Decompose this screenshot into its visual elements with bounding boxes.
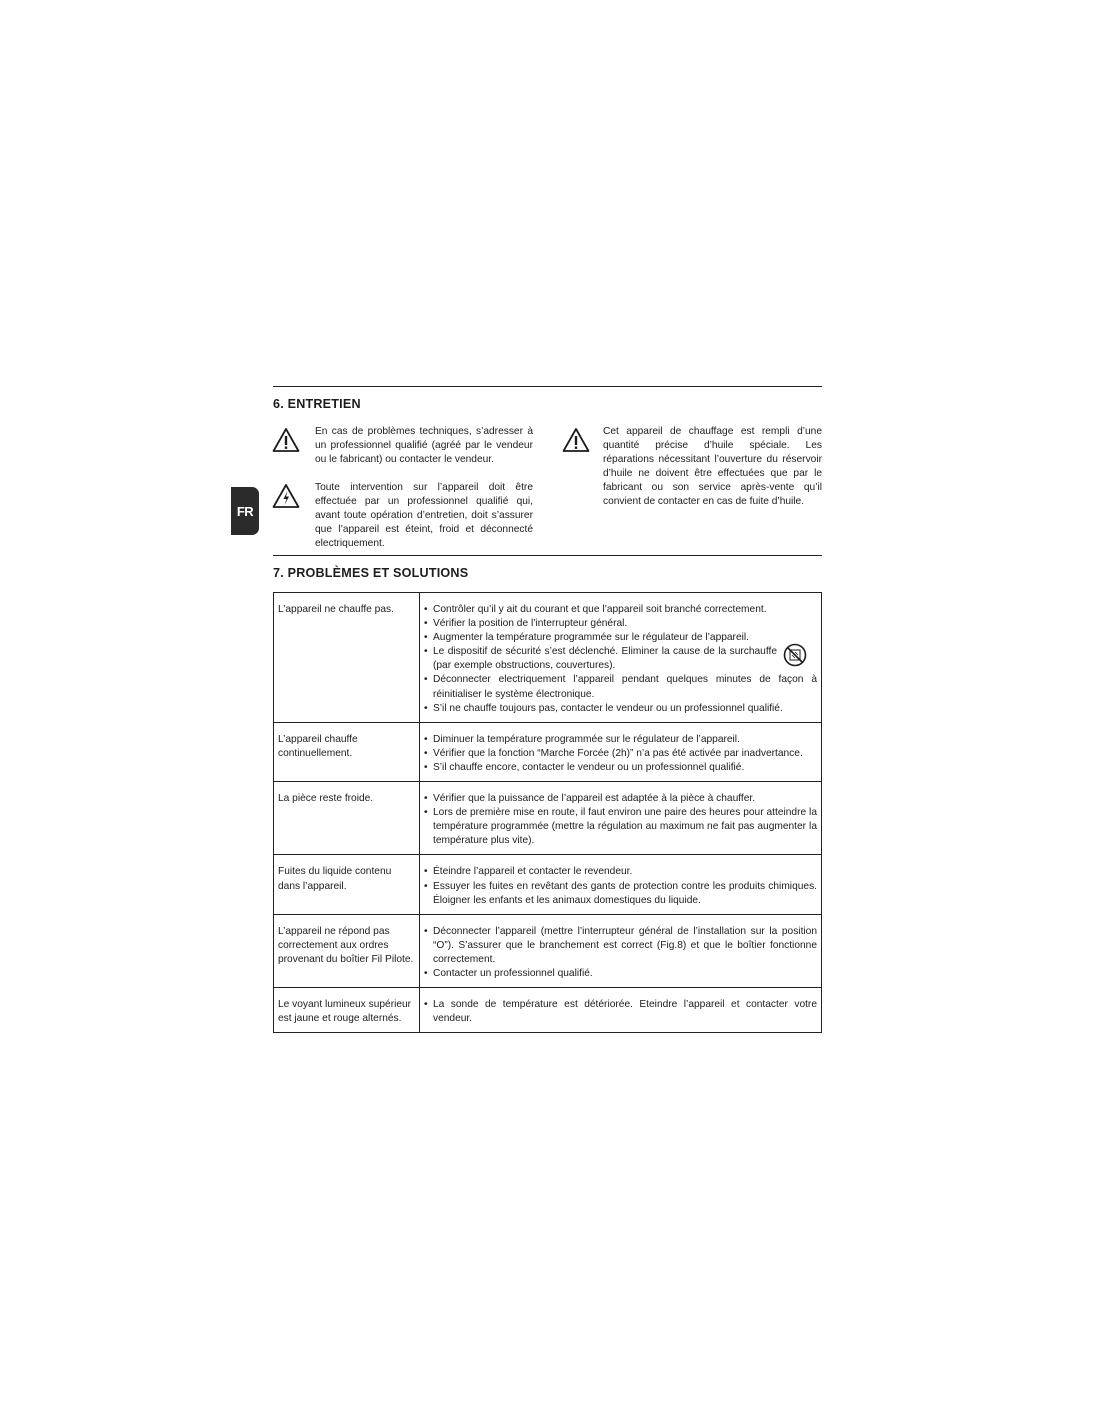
table-row xyxy=(274,914,822,987)
solution-text: S’il chauffe encore, contacter le vendeur ou un professionnel qualifié. xyxy=(433,761,745,773)
section-title-problemes: 7. PROBLÈMES ET SOLUTIONS xyxy=(273,566,469,580)
warning-text-maintenance: Toute intervention sur l’appareil doit être effectuée par un professionnel qualifié qui, avant toute opération d’entretien, doit s’assurer que l’appareil est éteint, froid et déconnecté electriquement. xyxy=(315,482,533,550)
solution-item xyxy=(424,702,817,716)
problem-cell: Fuites du liquide contenu dans l’appareil. xyxy=(274,855,420,914)
electric-hazard-icon xyxy=(272,483,300,509)
table-row xyxy=(274,855,822,914)
problem-cell: L’appareil ne chauffe pas. xyxy=(274,593,420,723)
solution-item xyxy=(424,865,817,879)
solution-text: Contrôler qu’il y ait du courant et que l’appareil soit branché correctement. xyxy=(433,604,767,615)
solution-item xyxy=(424,792,817,806)
problems-solutions-table xyxy=(273,592,822,1033)
solution-item xyxy=(424,673,817,701)
warning-triangle-icon xyxy=(562,427,590,453)
solution-item xyxy=(424,967,817,981)
solution-cell xyxy=(420,593,822,723)
solution-item xyxy=(424,733,817,747)
solution-cell xyxy=(420,855,822,914)
solution-text: Vérifier que la fonction “Marche Forcée (2h)” n’a pas été activée par inadvertance. xyxy=(433,747,803,759)
solution-text: Le dispositif de sécurité s’est déclenché. Eliminer la cause de la surchauffe (par exemple obstructions, couvertures). xyxy=(433,646,777,672)
problem-cell: L’appareil chauffe continuellement. xyxy=(274,722,420,781)
section-divider xyxy=(273,386,822,387)
solution-cell xyxy=(420,722,822,781)
problem-cell: Le voyant lumineux supérieur est jaune et rouge alternés. xyxy=(274,988,420,1033)
solution-cell xyxy=(420,988,822,1033)
solution-text: Éteindre l’appareil et contacter le revendeur. xyxy=(433,866,633,878)
solution-item xyxy=(424,761,817,775)
solution-item xyxy=(424,925,817,967)
solution-text: Essuyer les fuites en revêtant des gants de protection contre les produits chimiques. Éloigner les enfants et les animaux domestiques du liquide. xyxy=(433,880,817,906)
problem-cell: L’appareil ne répond pas correctement aux ordres provenant du boîtier Fil Pilote. xyxy=(274,914,420,987)
solution-text: Déconnecter l’appareil (mettre l’interrupteur général de l’installation sur la position “O”). S’assurer que le branchement est correct (Fig.8) et que le boîtier fonctionne correctement. xyxy=(433,925,817,965)
solution-text: Diminuer la température programmée sur le régulateur de l’appareil. xyxy=(433,733,740,745)
solution-item xyxy=(424,603,817,617)
do-not-cover-icon xyxy=(783,643,807,667)
solution-text: La sonde de température est détériorée. Eteindre l’appareil et contacter votre vendeur. xyxy=(433,999,817,1025)
solution-item xyxy=(424,998,817,1026)
solution-text: Déconnecter electriquement l’appareil pendant quelques minutes de façon à réinitialiser le système électronique. xyxy=(433,674,817,700)
table-row xyxy=(274,593,822,723)
solution-item xyxy=(424,617,817,631)
solution-item xyxy=(424,806,817,848)
solution-text: Contacter un professionnel qualifié. xyxy=(433,967,593,979)
solution-item xyxy=(424,747,817,761)
table-row xyxy=(274,988,822,1033)
table-row xyxy=(274,722,822,781)
solution-text: Vérifier que la puissance de l’appareil est adaptée à la pièce à chauffer. xyxy=(433,793,756,805)
solution-cell xyxy=(420,914,822,987)
section-divider xyxy=(273,555,822,556)
solution-item xyxy=(424,645,817,673)
section-title-entretien: 6. ENTRETIEN xyxy=(273,397,361,411)
solution-text: Vérifier la position de l’interrupteur général. xyxy=(433,618,628,630)
warning-text-technical-problems: En cas de problèmes techniques, s’adresser à un professionnel qualifié (agréé par le vendeur ou le fabricant) ou contacter le vendeur. xyxy=(315,426,533,466)
solution-item xyxy=(424,880,817,908)
solution-text: S’il ne chauffe toujours pas, contacter le vendeur ou un professionnel qualifié. xyxy=(433,702,783,714)
problem-cell: La pièce reste froide. xyxy=(274,782,420,855)
warning-triangle-icon xyxy=(272,427,300,453)
solution-text: Lors de première mise en route, il faut environ une paire des heures pour atteindre la température programmée (mettre la régulation au maximum ne fait pas augmenter la température plus vite). xyxy=(433,807,817,847)
warning-text-oil: Cet appareil de chauffage est rempli d’une quantité précise d’huile spéciale. Les réparations nécessitant l’ouverture du réservoir d’huile ne doivent être effectuées que par le fabricant ou son service après-vente qu’il convient de contacter en cas de fuite d’huile. xyxy=(603,426,822,508)
solution-item xyxy=(424,631,817,645)
language-tab: FR xyxy=(231,487,259,535)
table-row xyxy=(274,782,822,855)
solution-text: Augmenter la température programmée sur le régulateur de l’appareil. xyxy=(433,632,749,644)
solution-cell xyxy=(420,782,822,855)
